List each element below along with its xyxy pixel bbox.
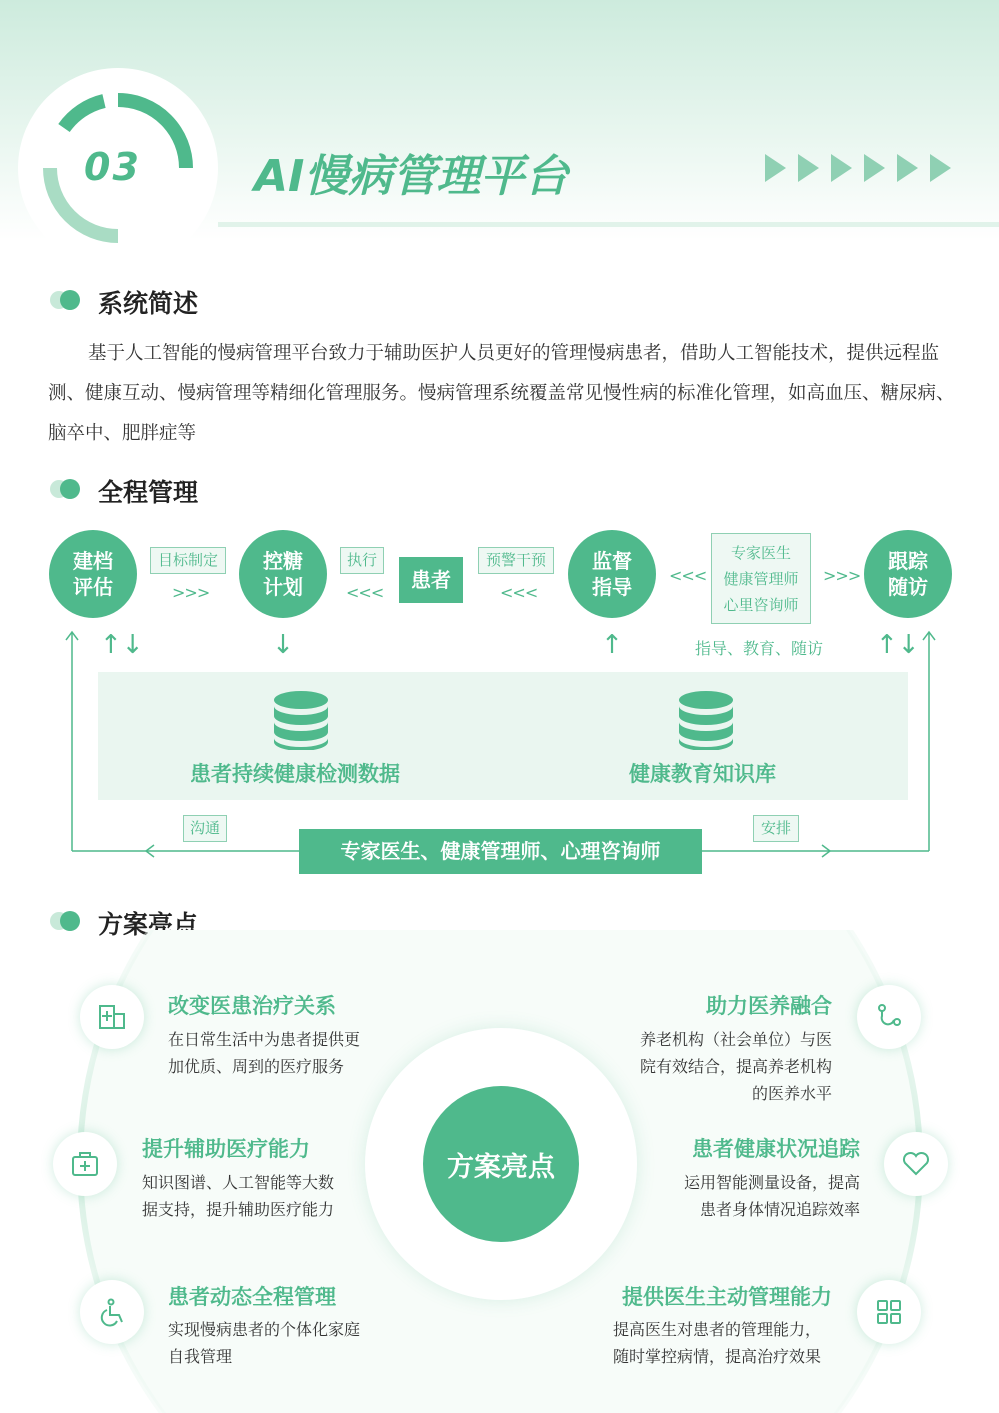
hospital-icon [80,985,144,1049]
patient-box: 患者 [399,557,463,603]
highlight-desc: 养老机构（社会单位）与医 院有效结合，提高养老机构 的医养水平 [639,1030,832,1103]
page-title: AI慢病管理平台 [254,151,569,202]
experts-box [711,533,811,624]
label-execute: 执行 [340,547,384,574]
overview-paragraph: 基于人工智能的慢病管理平台致力于辅助医护人员更好的管理慢病患者，借助人工智能技术，提供远程监测、健康互动、慢病管理等精细化管理服务。慢病管理系统覆盖常见慢性病的标准化管理，如高血压、糖尿病、脑卒中、肥胖症等 [48,343,955,444]
label-warning: 预警干预 [478,547,554,574]
wheelchair-icon [80,1280,144,1344]
highlight-desc: 实现慢病患者的个体化家庭 自我管理 [168,1320,361,1366]
expert-health-manager: 健康管理师 [723,570,799,588]
header-decoration [0,0,999,260]
chevron-right-icon: >>> [823,566,861,585]
label-arrange: 安排 [753,815,799,842]
stethoscope-icon [857,985,921,1049]
chevron-right-icon: >>> [172,583,210,602]
chevron-left-icon: <<< [500,583,538,602]
label-guide: 指导、教育、随访 [695,639,824,658]
highlight-desc: 提高医生对患者的管理能力， 随时掌控病情，提高治疗效果 [613,1320,822,1366]
highlight-title: 患者健康状况追踪 [692,1137,860,1161]
database-icon [677,690,735,750]
node-assess: 建档 评估 [49,530,137,618]
bullet-dots-icon [48,289,88,311]
experts-bar: 专家医生、健康管理师、心理咨询师 [299,829,702,874]
bullet-dots-icon [48,910,88,932]
medkit-icon [53,1132,117,1196]
up-down-arrow-icon: ↑↓ [100,630,144,660]
section-title-highlights: 方案亮点 [98,910,199,939]
expert-doctor: 专家医生 [730,544,791,562]
highlight-desc: 知识图谱、人工智能等大数 据支持，提升辅助医疗能力 [142,1173,335,1219]
heart-icon [884,1132,948,1196]
chevron-left-icon: <<< [669,566,707,585]
up-arrow-icon: ↑ [601,630,623,660]
highlight-title: 改变医患治疗关系 [168,994,336,1018]
data-panel-monitoring: 患者持续健康检测数据 [190,762,400,786]
down-arrow-icon: ↓ [272,630,294,660]
highlight-desc: 运用智能测量设备，提高 患者身体情况追踪效率 [683,1173,860,1219]
expert-counselor: 心里咨询师 [723,596,799,614]
section-number: 03 [84,145,141,189]
section-title-overview: 系统简述 [98,289,199,318]
up-down-arrow-icon: ↑↓ [876,630,920,660]
node-monitor: 监督 指导 [568,530,656,618]
highlight-title: 提升辅助医疗能力 [142,1137,310,1161]
section-title-process: 全程管理 [98,478,199,507]
label-goal: 目标制定 [150,547,226,574]
chevron-left-icon: <<< [346,583,384,602]
highlight-title: 助力医养融合 [706,994,832,1018]
data-panel-knowledge: 健康教育知识库 [629,762,776,786]
node-plan: 控糖 计划 [239,530,327,618]
bullet-dots-icon [48,478,88,500]
node-followup: 跟踪 随访 [864,530,952,618]
label-communicate: 沟通 [183,815,227,842]
header-underline [218,222,999,227]
center-highlight: 方案亮点 [423,1086,579,1242]
grid-icon [857,1280,921,1344]
highlight-title: 提供医生主动管理能力 [622,1285,832,1309]
highlight-desc: 在日常生活中为患者提供更 加优质、周到的医疗服务 [168,1030,361,1076]
database-icon [272,690,330,750]
play-arrows [765,154,951,182]
highlight-title: 患者动态全程管理 [168,1285,336,1309]
